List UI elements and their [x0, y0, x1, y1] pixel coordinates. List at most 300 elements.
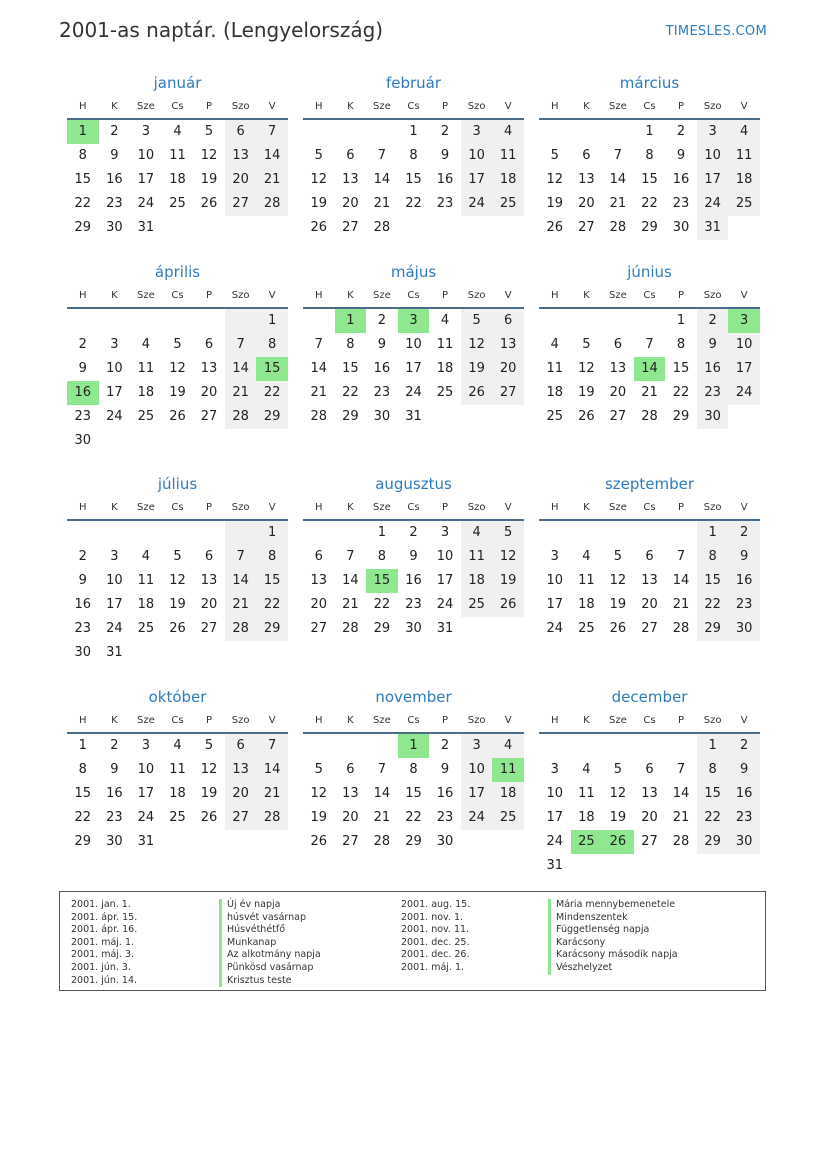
- day-cell[interactable]: 1: [377, 525, 387, 540]
- day-cell[interactable]: 14: [225, 357, 257, 381]
- day-cell[interactable]: 19: [546, 196, 564, 211]
- day-cell[interactable]: 11: [137, 573, 155, 588]
- day-cell[interactable]: 3: [110, 337, 119, 352]
- day-cell[interactable]: 22: [74, 810, 92, 825]
- day-cell[interactable]: 16: [405, 573, 422, 588]
- day-cell[interactable]: 11: [169, 148, 186, 163]
- day-cell[interactable]: 24: [106, 409, 123, 424]
- day-cell[interactable]: 7: [377, 762, 387, 777]
- day-cell[interactable]: 24: [137, 810, 155, 825]
- day-cell[interactable]: 28: [342, 621, 359, 636]
- day-cell[interactable]: 26: [546, 220, 564, 235]
- day-cell[interactable]: 2: [110, 124, 119, 139]
- day-cell[interactable]: 8: [676, 337, 686, 352]
- holiday-day-cell[interactable]: 1: [398, 734, 430, 758]
- day-cell[interactable]: 12: [310, 172, 328, 187]
- day-cell[interactable]: 22: [641, 196, 658, 211]
- day-cell[interactable]: 21: [342, 597, 359, 612]
- day-cell[interactable]: 15: [74, 172, 92, 187]
- day-cell[interactable]: 31: [436, 621, 454, 636]
- day-cell[interactable]: 21: [373, 196, 391, 211]
- day-cell[interactable]: 11: [728, 144, 760, 168]
- day-cell[interactable]: 8: [256, 545, 288, 569]
- day-cell[interactable]: 9: [377, 337, 387, 352]
- day-cell[interactable]: 2: [409, 525, 418, 540]
- day-cell[interactable]: 1: [676, 313, 686, 328]
- day-cell[interactable]: 23: [672, 196, 690, 211]
- day-cell[interactable]: 26: [461, 381, 493, 405]
- day-cell[interactable]: 30: [74, 645, 92, 660]
- day-cell[interactable]: 22: [256, 593, 288, 617]
- day-cell[interactable]: 23: [405, 597, 422, 612]
- day-cell[interactable]: 24: [137, 196, 155, 211]
- day-cell[interactable]: 8: [78, 762, 87, 777]
- day-cell[interactable]: 11: [137, 361, 155, 376]
- day-cell[interactable]: 22: [405, 810, 422, 825]
- day-cell[interactable]: 13: [342, 786, 359, 801]
- day-cell[interactable]: 22: [405, 196, 422, 211]
- holiday-day-cell[interactable]: 15: [366, 569, 398, 593]
- day-cell[interactable]: 15: [697, 569, 729, 593]
- day-cell[interactable]: 25: [728, 192, 760, 216]
- day-cell[interactable]: 29: [373, 621, 391, 636]
- day-cell[interactable]: 9: [409, 549, 418, 564]
- day-cell[interactable]: 6: [346, 762, 355, 777]
- day-cell[interactable]: 15: [405, 786, 422, 801]
- day-cell[interactable]: 27: [492, 381, 524, 405]
- day-cell[interactable]: 13: [641, 786, 658, 801]
- day-cell[interactable]: 6: [204, 337, 214, 352]
- day-cell[interactable]: 11: [578, 573, 595, 588]
- day-cell[interactable]: 20: [200, 597, 218, 612]
- day-cell[interactable]: 17: [137, 172, 155, 187]
- day-cell[interactable]: 17: [546, 597, 564, 612]
- day-cell[interactable]: 20: [225, 782, 257, 806]
- day-cell[interactable]: 6: [645, 762, 654, 777]
- day-cell[interactable]: 7: [676, 762, 686, 777]
- day-cell[interactable]: 21: [641, 385, 658, 400]
- day-cell[interactable]: 28: [225, 405, 257, 429]
- day-cell[interactable]: 19: [609, 810, 627, 825]
- day-cell[interactable]: 13: [310, 573, 328, 588]
- day-cell[interactable]: 4: [141, 549, 151, 564]
- day-cell[interactable]: 26: [492, 593, 524, 617]
- holiday-day-cell[interactable]: 15: [256, 357, 288, 381]
- day-cell[interactable]: 10: [137, 148, 155, 163]
- day-cell[interactable]: 25: [492, 192, 524, 216]
- day-cell[interactable]: 11: [546, 361, 564, 376]
- day-cell[interactable]: 5: [204, 738, 214, 753]
- day-cell[interactable]: 30: [728, 617, 760, 641]
- day-cell[interactable]: 16: [697, 357, 729, 381]
- day-cell[interactable]: 1: [256, 309, 288, 333]
- day-cell[interactable]: 14: [310, 361, 328, 376]
- day-cell[interactable]: 16: [373, 361, 391, 376]
- day-cell[interactable]: 3: [141, 124, 151, 139]
- day-cell[interactable]: 18: [461, 569, 493, 593]
- day-cell[interactable]: 10: [461, 758, 493, 782]
- day-cell[interactable]: 24: [405, 385, 422, 400]
- day-cell[interactable]: 8: [377, 549, 387, 564]
- day-cell[interactable]: 20: [310, 597, 328, 612]
- day-cell[interactable]: 27: [200, 409, 218, 424]
- day-cell[interactable]: 29: [74, 220, 92, 235]
- day-cell[interactable]: 7: [377, 148, 387, 163]
- day-cell[interactable]: 7: [256, 734, 288, 758]
- day-cell[interactable]: 6: [645, 549, 654, 564]
- day-cell[interactable]: 2: [78, 549, 87, 564]
- day-cell[interactable]: 23: [106, 810, 123, 825]
- day-cell[interactable]: 8: [409, 762, 418, 777]
- day-cell[interactable]: 13: [492, 333, 524, 357]
- day-cell[interactable]: 8: [409, 148, 418, 163]
- day-cell[interactable]: 1: [78, 738, 87, 753]
- day-cell[interactable]: 3: [110, 549, 119, 564]
- day-cell[interactable]: 19: [200, 786, 218, 801]
- day-cell[interactable]: 2: [676, 124, 686, 139]
- holiday-day-cell[interactable]: 3: [398, 309, 430, 333]
- day-cell[interactable]: 14: [373, 172, 391, 187]
- day-cell[interactable]: 16: [436, 786, 454, 801]
- day-cell[interactable]: 11: [578, 786, 595, 801]
- holiday-day-cell[interactable]: 1: [335, 309, 367, 333]
- day-cell[interactable]: 3: [141, 738, 151, 753]
- day-cell[interactable]: 16: [672, 172, 690, 187]
- day-cell[interactable]: 12: [546, 172, 564, 187]
- day-cell[interactable]: 10: [106, 361, 123, 376]
- day-cell[interactable]: 11: [436, 337, 454, 352]
- day-cell[interactable]: 27: [609, 409, 627, 424]
- day-cell[interactable]: 29: [672, 409, 690, 424]
- day-cell[interactable]: 29: [256, 405, 288, 429]
- day-cell[interactable]: 5: [314, 148, 323, 163]
- day-cell[interactable]: 4: [492, 120, 524, 144]
- day-cell[interactable]: 9: [440, 148, 450, 163]
- day-cell[interactable]: 30: [697, 405, 729, 429]
- day-cell[interactable]: 21: [609, 196, 627, 211]
- day-cell[interactable]: 16: [728, 782, 760, 806]
- day-cell[interactable]: 3: [461, 120, 493, 144]
- day-cell[interactable]: 21: [256, 782, 288, 806]
- day-cell[interactable]: 25: [169, 810, 186, 825]
- day-cell[interactable]: 13: [200, 361, 218, 376]
- day-cell[interactable]: 6: [613, 337, 623, 352]
- day-cell[interactable]: 4: [141, 337, 151, 352]
- day-cell[interactable]: 3: [440, 525, 450, 540]
- day-cell[interactable]: 30: [728, 830, 760, 854]
- day-cell[interactable]: 4: [173, 738, 182, 753]
- day-cell[interactable]: 31: [137, 834, 155, 849]
- day-cell[interactable]: 16: [436, 172, 454, 187]
- day-cell[interactable]: 22: [342, 385, 359, 400]
- day-cell[interactable]: 17: [106, 385, 123, 400]
- day-cell[interactable]: 24: [546, 834, 564, 849]
- day-cell[interactable]: 22: [373, 597, 391, 612]
- day-cell[interactable]: 23: [436, 196, 454, 211]
- day-cell[interactable]: 24: [461, 806, 493, 830]
- day-cell[interactable]: 19: [492, 569, 524, 593]
- day-cell[interactable]: 28: [225, 617, 257, 641]
- day-cell[interactable]: 22: [672, 385, 690, 400]
- day-cell[interactable]: 18: [137, 385, 155, 400]
- day-cell[interactable]: 2: [728, 734, 760, 758]
- day-cell[interactable]: 31: [546, 858, 564, 873]
- day-cell[interactable]: 25: [546, 409, 564, 424]
- day-cell[interactable]: 1: [697, 521, 729, 545]
- day-cell[interactable]: 22: [256, 381, 288, 405]
- day-cell[interactable]: 4: [440, 313, 450, 328]
- day-cell[interactable]: 18: [492, 782, 524, 806]
- day-cell[interactable]: 30: [74, 433, 92, 448]
- holiday-day-cell[interactable]: 16: [67, 381, 99, 405]
- day-cell[interactable]: 25: [137, 409, 155, 424]
- day-cell[interactable]: 5: [204, 124, 214, 139]
- day-cell[interactable]: 19: [200, 172, 218, 187]
- day-cell[interactable]: 3: [697, 120, 729, 144]
- day-cell[interactable]: 7: [225, 545, 257, 569]
- day-cell[interactable]: 7: [613, 148, 623, 163]
- day-cell[interactable]: 30: [436, 834, 454, 849]
- day-cell[interactable]: 12: [578, 361, 595, 376]
- brand-link[interactable]: TIMESLES.COM: [665, 24, 767, 39]
- day-cell[interactable]: 20: [609, 385, 627, 400]
- day-cell[interactable]: 27: [310, 621, 328, 636]
- day-cell[interactable]: 2: [728, 521, 760, 545]
- day-cell[interactable]: 2: [110, 738, 119, 753]
- day-cell[interactable]: 13: [225, 758, 257, 782]
- day-cell[interactable]: 11: [461, 545, 493, 569]
- day-cell[interactable]: 17: [436, 573, 454, 588]
- day-cell[interactable]: 8: [78, 148, 87, 163]
- day-cell[interactable]: 7: [676, 549, 686, 564]
- day-cell[interactable]: 28: [310, 409, 328, 424]
- day-cell[interactable]: 10: [697, 144, 729, 168]
- day-cell[interactable]: 14: [672, 573, 690, 588]
- day-cell[interactable]: 8: [346, 337, 355, 352]
- day-cell[interactable]: 28: [373, 834, 391, 849]
- day-cell[interactable]: 14: [256, 144, 288, 168]
- day-cell[interactable]: 12: [310, 786, 328, 801]
- day-cell[interactable]: 12: [200, 148, 218, 163]
- day-cell[interactable]: 14: [225, 569, 257, 593]
- day-cell[interactable]: 20: [641, 810, 658, 825]
- day-cell[interactable]: 31: [405, 409, 422, 424]
- day-cell[interactable]: 5: [173, 337, 182, 352]
- day-cell[interactable]: 3: [550, 549, 559, 564]
- day-cell[interactable]: 29: [74, 834, 92, 849]
- day-cell[interactable]: 31: [137, 220, 155, 235]
- day-cell[interactable]: 4: [173, 124, 182, 139]
- day-cell[interactable]: 29: [342, 409, 359, 424]
- day-cell[interactable]: 3: [550, 762, 559, 777]
- day-cell[interactable]: 2: [78, 337, 87, 352]
- day-cell[interactable]: 27: [641, 834, 658, 849]
- day-cell[interactable]: 23: [373, 385, 391, 400]
- day-cell[interactable]: 23: [74, 621, 92, 636]
- day-cell[interactable]: 20: [492, 357, 524, 381]
- day-cell[interactable]: 30: [373, 409, 391, 424]
- day-cell[interactable]: 8: [697, 758, 729, 782]
- day-cell[interactable]: 25: [137, 621, 155, 636]
- day-cell[interactable]: 26: [169, 621, 186, 636]
- day-cell[interactable]: 10: [436, 549, 454, 564]
- day-cell[interactable]: 20: [200, 385, 218, 400]
- day-cell[interactable]: 20: [578, 196, 595, 211]
- day-cell[interactable]: 27: [641, 621, 658, 636]
- day-cell[interactable]: 26: [200, 196, 218, 211]
- day-cell[interactable]: 14: [342, 573, 359, 588]
- day-cell[interactable]: 6: [582, 148, 591, 163]
- day-cell[interactable]: 17: [106, 597, 123, 612]
- day-cell[interactable]: 2: [697, 309, 729, 333]
- holiday-day-cell[interactable]: 11: [492, 758, 524, 782]
- day-cell[interactable]: 13: [641, 573, 658, 588]
- day-cell[interactable]: 29: [256, 617, 288, 641]
- day-cell[interactable]: 15: [342, 361, 359, 376]
- day-cell[interactable]: 6: [204, 549, 214, 564]
- day-cell[interactable]: 13: [609, 361, 627, 376]
- day-cell[interactable]: 22: [697, 806, 729, 830]
- day-cell[interactable]: 14: [256, 758, 288, 782]
- day-cell[interactable]: 8: [256, 333, 288, 357]
- day-cell[interactable]: 18: [492, 168, 524, 192]
- day-cell[interactable]: 23: [728, 593, 760, 617]
- day-cell[interactable]: 17: [405, 361, 422, 376]
- holiday-day-cell[interactable]: 1: [67, 120, 99, 144]
- day-cell[interactable]: 31: [697, 216, 729, 240]
- day-cell[interactable]: 26: [310, 220, 328, 235]
- day-cell[interactable]: 13: [225, 144, 257, 168]
- day-cell[interactable]: 10: [546, 786, 564, 801]
- day-cell[interactable]: 5: [582, 337, 591, 352]
- day-cell[interactable]: 2: [377, 313, 387, 328]
- day-cell[interactable]: 29: [697, 617, 729, 641]
- day-cell[interactable]: 4: [582, 549, 591, 564]
- day-cell[interactable]: 9: [676, 148, 686, 163]
- day-cell[interactable]: 25: [578, 621, 595, 636]
- day-cell[interactable]: 23: [106, 196, 123, 211]
- day-cell[interactable]: 10: [137, 762, 155, 777]
- day-cell[interactable]: 6: [225, 120, 257, 144]
- day-cell[interactable]: 11: [169, 762, 186, 777]
- day-cell[interactable]: 23: [74, 409, 92, 424]
- day-cell[interactable]: 27: [342, 220, 359, 235]
- day-cell[interactable]: 24: [436, 597, 454, 612]
- day-cell[interactable]: 18: [578, 597, 595, 612]
- day-cell[interactable]: 3: [461, 734, 493, 758]
- day-cell[interactable]: 9: [440, 762, 450, 777]
- day-cell[interactable]: 7: [645, 337, 654, 352]
- day-cell[interactable]: 4: [461, 521, 493, 545]
- day-cell[interactable]: 10: [106, 573, 123, 588]
- day-cell[interactable]: 17: [461, 168, 493, 192]
- day-cell[interactable]: 18: [578, 810, 595, 825]
- day-cell[interactable]: 21: [256, 168, 288, 192]
- day-cell[interactable]: 18: [728, 168, 760, 192]
- day-cell[interactable]: 5: [613, 549, 623, 564]
- day-cell[interactable]: 18: [137, 597, 155, 612]
- day-cell[interactable]: 19: [609, 597, 627, 612]
- day-cell[interactable]: 5: [550, 148, 559, 163]
- day-cell[interactable]: 9: [728, 758, 760, 782]
- holiday-day-cell[interactable]: 14: [634, 357, 666, 381]
- day-cell[interactable]: 1: [645, 124, 654, 139]
- day-cell[interactable]: 26: [169, 409, 186, 424]
- day-cell[interactable]: 4: [582, 762, 591, 777]
- day-cell[interactable]: 10: [405, 337, 422, 352]
- day-cell[interactable]: 7: [314, 337, 323, 352]
- day-cell[interactable]: 13: [200, 573, 218, 588]
- day-cell[interactable]: 16: [106, 172, 123, 187]
- holiday-day-cell[interactable]: 25: [571, 830, 603, 854]
- day-cell[interactable]: 18: [546, 385, 564, 400]
- day-cell[interactable]: 31: [106, 645, 123, 660]
- day-cell[interactable]: 30: [405, 621, 422, 636]
- day-cell[interactable]: 12: [200, 762, 218, 777]
- day-cell[interactable]: 25: [436, 385, 454, 400]
- day-cell[interactable]: 30: [106, 834, 123, 849]
- day-cell[interactable]: 10: [546, 573, 564, 588]
- day-cell[interactable]: 12: [169, 573, 186, 588]
- day-cell[interactable]: 20: [342, 196, 359, 211]
- day-cell[interactable]: 30: [106, 220, 123, 235]
- day-cell[interactable]: 28: [256, 806, 288, 830]
- day-cell[interactable]: 8: [697, 545, 729, 569]
- day-cell[interactable]: 25: [169, 196, 186, 211]
- day-cell[interactable]: 4: [492, 734, 524, 758]
- day-cell[interactable]: 24: [546, 621, 564, 636]
- day-cell[interactable]: 27: [342, 834, 359, 849]
- day-cell[interactable]: 22: [697, 593, 729, 617]
- day-cell[interactable]: 16: [728, 569, 760, 593]
- day-cell[interactable]: 7: [256, 120, 288, 144]
- day-cell[interactable]: 11: [492, 144, 524, 168]
- day-cell[interactable]: 12: [169, 361, 186, 376]
- day-cell[interactable]: 1: [409, 124, 418, 139]
- day-cell[interactable]: 28: [672, 834, 690, 849]
- day-cell[interactable]: 24: [728, 381, 760, 405]
- day-cell[interactable]: 23: [728, 806, 760, 830]
- day-cell[interactable]: 17: [137, 786, 155, 801]
- day-cell[interactable]: 15: [405, 172, 422, 187]
- day-cell[interactable]: 17: [697, 168, 729, 192]
- day-cell[interactable]: 15: [672, 361, 690, 376]
- day-cell[interactable]: 9: [78, 361, 87, 376]
- day-cell[interactable]: 6: [314, 549, 323, 564]
- day-cell[interactable]: 7: [346, 549, 355, 564]
- day-cell[interactable]: 6: [346, 148, 355, 163]
- day-cell[interactable]: 28: [672, 621, 690, 636]
- day-cell[interactable]: 21: [672, 810, 690, 825]
- day-cell[interactable]: 28: [641, 409, 658, 424]
- day-cell[interactable]: 16: [106, 786, 123, 801]
- day-cell[interactable]: 28: [256, 192, 288, 216]
- day-cell[interactable]: 5: [492, 521, 524, 545]
- day-cell[interactable]: 30: [672, 220, 690, 235]
- day-cell[interactable]: 24: [697, 192, 729, 216]
- day-cell[interactable]: 19: [310, 810, 328, 825]
- day-cell[interactable]: 27: [225, 192, 257, 216]
- day-cell[interactable]: 17: [461, 782, 493, 806]
- day-cell[interactable]: 14: [373, 786, 391, 801]
- day-cell[interactable]: 27: [200, 621, 218, 636]
- day-cell[interactable]: 15: [74, 786, 92, 801]
- day-cell[interactable]: 18: [169, 172, 186, 187]
- day-cell[interactable]: 6: [225, 734, 257, 758]
- day-cell[interactable]: 18: [169, 786, 186, 801]
- day-cell[interactable]: 5: [314, 762, 323, 777]
- day-cell[interactable]: 29: [405, 834, 422, 849]
